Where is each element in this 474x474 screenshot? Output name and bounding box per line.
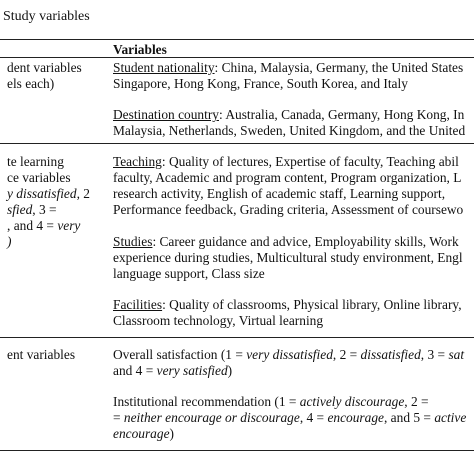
variable-text: ) (169, 426, 174, 441)
row-label-line: els each) (7, 76, 55, 91)
column-header-variables: Variables (113, 42, 167, 57)
table-top-rule (0, 39, 474, 40)
scale-term: sfied (7, 202, 33, 217)
variable-text: = (113, 410, 124, 425)
table-caption: Study variables (3, 9, 90, 24)
scale-term: dissatisfied (360, 347, 421, 362)
variable-line (113, 60, 463, 76)
variable-text: : Australia, Canada, Germany, Hong Kong, In (219, 107, 465, 122)
scale-term: neither encourage or discourage (123, 410, 300, 425)
variable-text: , and 5 = (383, 410, 435, 425)
row-label-line (7, 218, 80, 234)
variable-text: , 2 = (332, 347, 361, 362)
scale-term: very satisfied (156, 363, 228, 378)
row-label-line (7, 186, 90, 202)
variable-text: : Quality of classrooms, Physical library, Online library, (162, 297, 462, 312)
row-rule (0, 337, 474, 338)
variable-text: : Quality of lectures, Expertise of faculty, Teaching abil (161, 154, 459, 169)
variable-text: Institutional recommendation (1 = (113, 394, 300, 409)
variable-line: Classroom technology, Virtual learning (113, 313, 324, 328)
row-label-line: te learning (7, 154, 64, 169)
group-label-studies: Studies (113, 234, 153, 249)
variable-line: language support, Class size (113, 266, 265, 281)
variable-text: and 4 = (113, 363, 157, 378)
group-label-destination-country: Destination country (113, 107, 219, 122)
group-label-teaching: Teaching (113, 154, 162, 169)
variable-line (113, 426, 174, 442)
variable-line (113, 297, 462, 313)
variable-text: : Career guidance and advice, Employability skills, Work (152, 234, 459, 249)
scale-text: , 2 (76, 186, 90, 201)
scale-term: very dissatisfied (246, 347, 333, 362)
header-rule (0, 57, 474, 58)
variable-line (113, 394, 429, 410)
scale-term: encourage (327, 410, 384, 425)
variable-text: , 3 = (420, 347, 449, 362)
scale-text: ) (7, 234, 12, 249)
scale-term: actively discourage (299, 394, 405, 409)
row-rule (0, 143, 474, 144)
scale-term: encourage (113, 426, 170, 441)
scale-term: sat (448, 347, 465, 362)
variable-line (113, 154, 459, 170)
group-label-facilities: Facilities (113, 297, 163, 312)
variable-line: Performance feedback, Grading criteria, Assessment of coursewo (113, 202, 464, 217)
variable-text: : China, Malaysia, Germany, the United States (214, 60, 464, 75)
row-label-line: dent variables (7, 60, 82, 75)
variable-line: experience during studies, Multicultural study environment, Engl (113, 250, 463, 265)
row-label-line: ent variables (7, 347, 76, 362)
row-label-line: ce variables (7, 170, 71, 185)
scale-text: , and 4 = (7, 218, 58, 233)
variable-line: faculty, Academic and program content, Program organization, L (113, 170, 462, 185)
scale-text: , 3 = (32, 202, 57, 217)
group-label-student-nationality: Student nationality (113, 60, 215, 75)
variable-text: Overall satisfaction (1 = (113, 347, 247, 362)
variable-line (113, 363, 232, 379)
scale-term: y dissatisfied (7, 186, 77, 201)
scale-term: very (57, 218, 81, 233)
variable-line: Singapore, Hong Kong, France, South Korea, and Italy (113, 76, 408, 91)
variable-line: Malaysia, Netherlands, Sweden, United Kingdom, and the United (113, 123, 466, 138)
variable-text: ) (227, 363, 233, 378)
table-bottom-rule (0, 450, 474, 451)
variable-text: , 2 = (404, 394, 429, 409)
variable-line (113, 347, 464, 363)
row-label-line (7, 202, 57, 218)
variable-text: , 4 = (299, 410, 328, 425)
row-label-line (7, 234, 11, 250)
variable-line (113, 410, 466, 426)
variable-line (113, 107, 464, 123)
variable-line (113, 234, 459, 250)
scale-term: active (434, 410, 467, 425)
variable-line: research activity, English of academic staff, Learning support, (113, 186, 446, 201)
